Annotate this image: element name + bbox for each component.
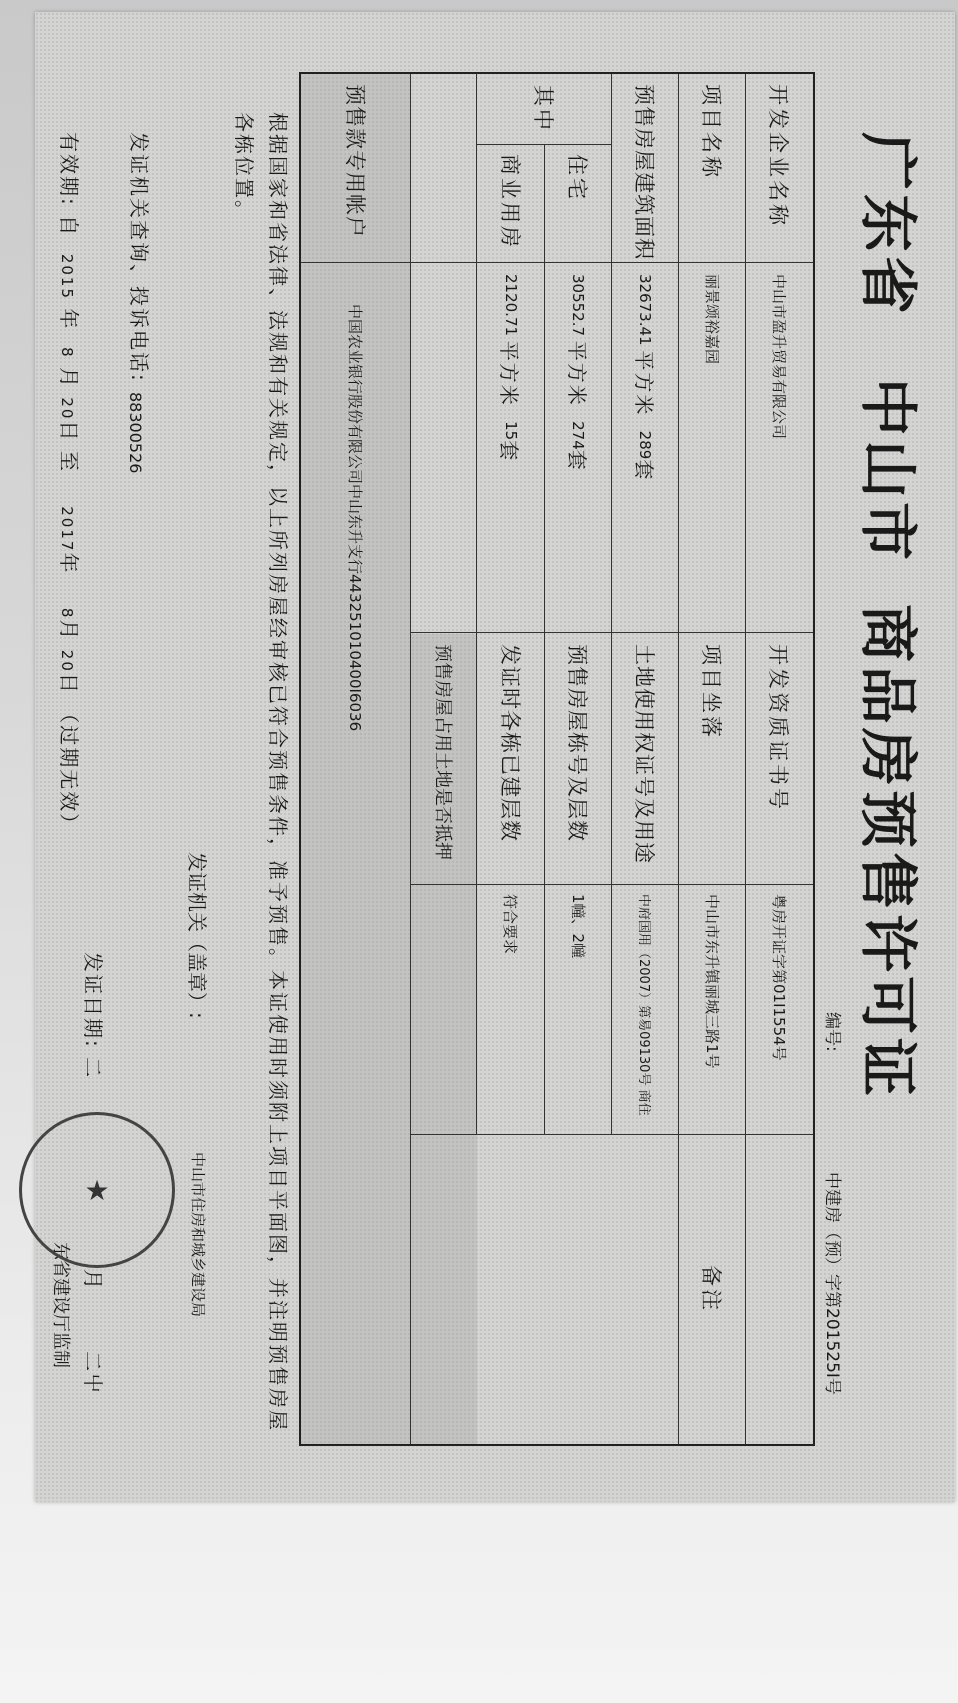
title-city: 中山市 (854, 378, 922, 565)
certificate-number-label: 编号: (822, 1012, 842, 1052)
built-floors-value: 符合要求 (501, 894, 520, 955)
developer-label: 开发企业名称 (766, 84, 791, 228)
title-doc: 商品房预售许可证 (854, 604, 922, 1101)
issuer-value: 中山市住房和城乡建设局 (189, 1152, 207, 1318)
qualification-label: 开发资质证书号 (766, 644, 791, 812)
location-label: 项目坐落 (699, 644, 724, 740)
official-seal (19, 1112, 175, 1268)
title-province: 广东省 (854, 132, 922, 319)
project-label: 项目名称 (699, 84, 724, 180)
mortgage-label: 预售房屋占用土地是否抵押 (432, 644, 453, 860)
escrow-label: 预售款专用帐户 (343, 84, 367, 238)
of-which-label: 其中 (531, 85, 556, 133)
legal-text: 根据国家和省法律、法规和有关规定，以上所列房屋经审核已符合预售条件，准予预售。本证使用时须附上项目平面图，并注明预售房屋各栋位置。 (232, 112, 290, 1432)
location-value: 中山市东升镇丽城三路1号 (703, 894, 721, 1069)
project-value: 丽景颂裕嘉园 (703, 274, 721, 365)
seal-star-icon: ★ (84, 1173, 110, 1207)
residential-label: 住宅 (565, 154, 590, 202)
area-label: 预售房屋建筑面积 (632, 84, 657, 260)
developer-value: 中山市盈升贸易有限公司 (770, 274, 788, 440)
land-label: 土地使用权证号及用途 (632, 644, 657, 864)
issue-date: 发证日期: 二月二屮 (81, 952, 105, 1396)
permit-table (299, 72, 815, 1446)
complaint-label: 发证机关查询、投诉电话: (127, 132, 151, 383)
commercial-value: 2120.71 平方米 15 套 (497, 274, 522, 461)
escrow-value: 中国农业银行股份有限公司中山东升支行443251010400I6036 (346, 304, 365, 732)
presale-permit-document (35, 12, 955, 1502)
footer-maker: 东省建设厅监制 (50, 1242, 71, 1368)
built-floors-label: 发证时各栋已建层数 (498, 644, 522, 842)
land-value: 中府国用（2007）第易09130号 商住 (636, 894, 651, 1116)
area-value: 32673.41 平方米 289 套 (632, 274, 656, 480)
commercial-label: 商业用房 (498, 154, 522, 250)
complaint-phone: 88300526 (126, 392, 145, 474)
qualification-value: 粤房开证字第01I1554号 (770, 894, 788, 1061)
residential-value: 30552.7 平方米 274 套 (565, 274, 589, 470)
certificate-number-value: 中建房（预）字第201525I号 (822, 1172, 842, 1395)
buildings-label: 预售房屋栋号及层数 (565, 644, 590, 842)
document-title (851, 132, 935, 1432)
buildings-value: 1幢、2幢 (569, 894, 587, 959)
issuer-label: 发证机关（盖章）: (185, 852, 209, 1019)
remarks-label: 备注 (699, 1265, 724, 1313)
validity-period: 有效期: 自 2015 年 8 月 20日 至 2017年 8月 20日 （过期无效） (57, 132, 81, 836)
